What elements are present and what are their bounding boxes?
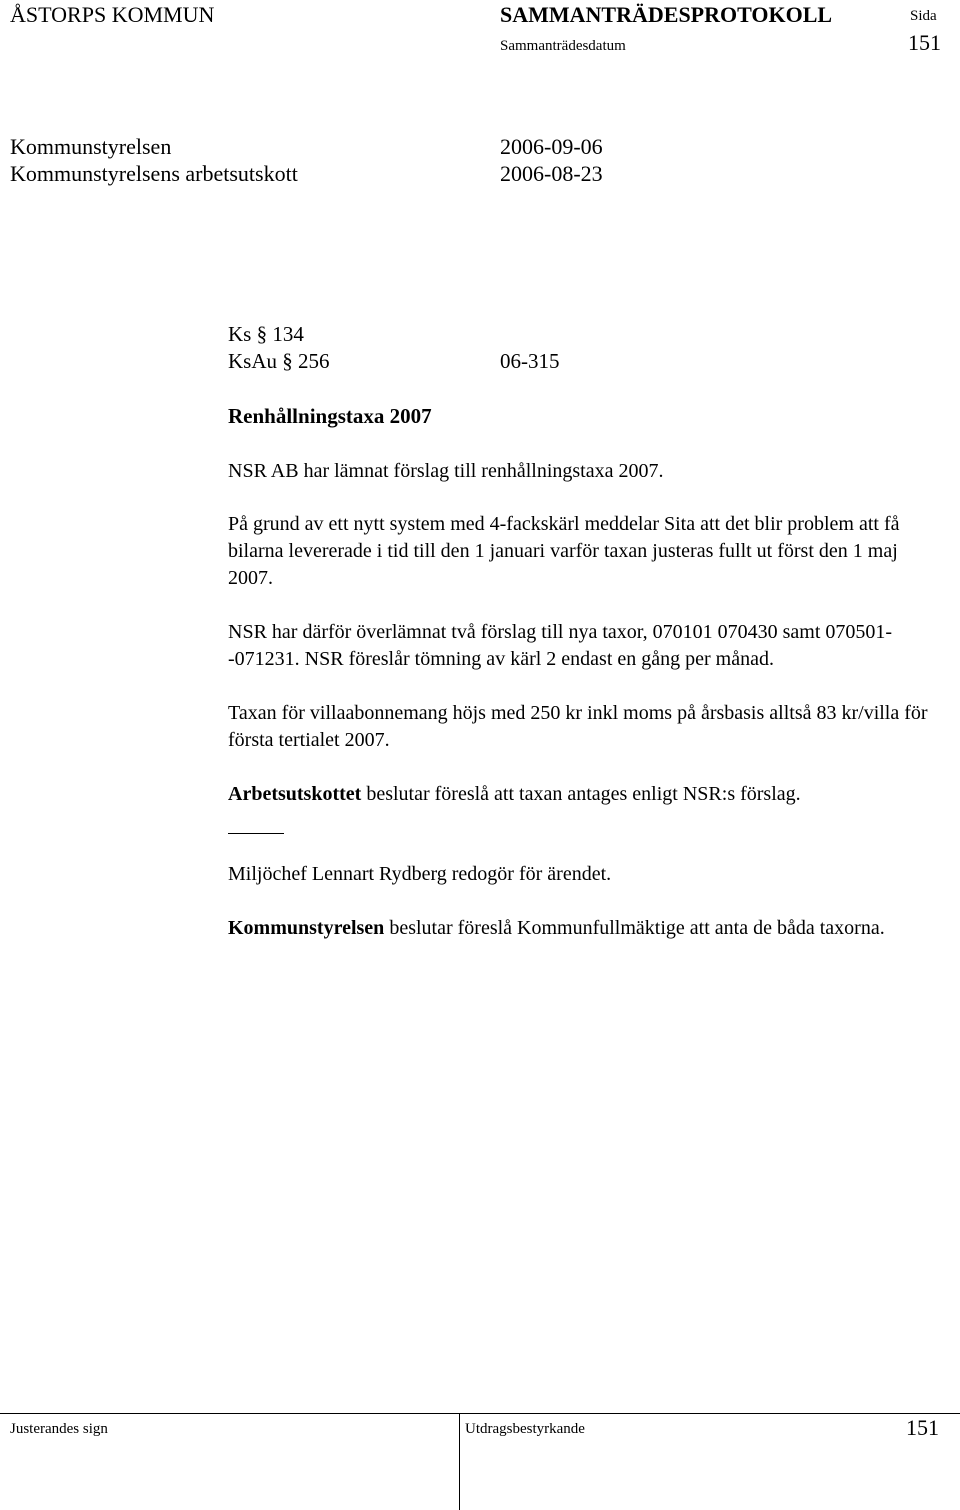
decision-body: Kommunstyrelsen (228, 917, 385, 939)
meeting-body: Kommunstyrelsens arbetsutskott (10, 161, 298, 186)
footer-page-number: 151 (906, 1415, 939, 1440)
page-label: Sida (910, 8, 937, 24)
paragraph: Miljöchef Lennart Rydberg redogör för ärendet. (228, 863, 612, 885)
meeting-date: 2006-08-23 (500, 161, 603, 186)
meeting-date-label: Sammanträdesdatum (500, 38, 626, 54)
paragraph: Taxan för villaabonnemang höjs med 250 kr inkl moms på årsbasis alltså 83 kr/villa för första tertialet 2007. (228, 702, 928, 751)
decision-paragraph (228, 781, 938, 808)
paragraph: NSR har därför överlämnat två förslag till nya taxor, 070101 070430 samt 070501--071231. NSR föreslår tömning av kärl 2 endast en gång per månad. (228, 621, 893, 670)
decision-text: beslutar föreslå Kommunfullmäktige att anta de båda taxorna. (384, 917, 885, 939)
extract-label: Utdragsbestyrkande (465, 1421, 585, 1437)
paragraph: NSR AB har lämnat förslag till renhållningstaxa 2007. (228, 460, 664, 482)
ksau-paragraph-ref: KsAu § 256 (228, 349, 330, 373)
decision-body: Arbetsutskottet (228, 783, 362, 805)
decision-paragraph (228, 915, 938, 942)
footer-divider (0, 1413, 960, 1414)
paragraph: På grund av ett nytt system med 4-fackskärl meddelar Sita att det blir problem att få bilarna levererade i tid till den 1 januari varför taxan justeras fullt ut först den 1 maj 2007. (228, 513, 900, 589)
signature-label: Justerandes sign (10, 1421, 108, 1437)
meeting-date: 2006-09-06 (500, 134, 603, 159)
footer-column-divider (459, 1413, 460, 1510)
page-number: 151 (908, 30, 941, 55)
decision-text: beslutar föreslå att taxan antages enligt NSR:s förslag. (361, 783, 801, 805)
case-number: 06-315 (500, 349, 560, 373)
document-title: SAMMANTRÄDESPROTOKOLL (500, 2, 833, 27)
meeting-body: Kommunstyrelsen (10, 134, 172, 159)
municipality-name: ÅSTORPS KOMMUN (10, 2, 215, 27)
section-heading: Renhållningstaxa 2007 (228, 404, 432, 428)
divider (228, 833, 284, 834)
ks-paragraph-ref: Ks § 134 (228, 322, 304, 346)
